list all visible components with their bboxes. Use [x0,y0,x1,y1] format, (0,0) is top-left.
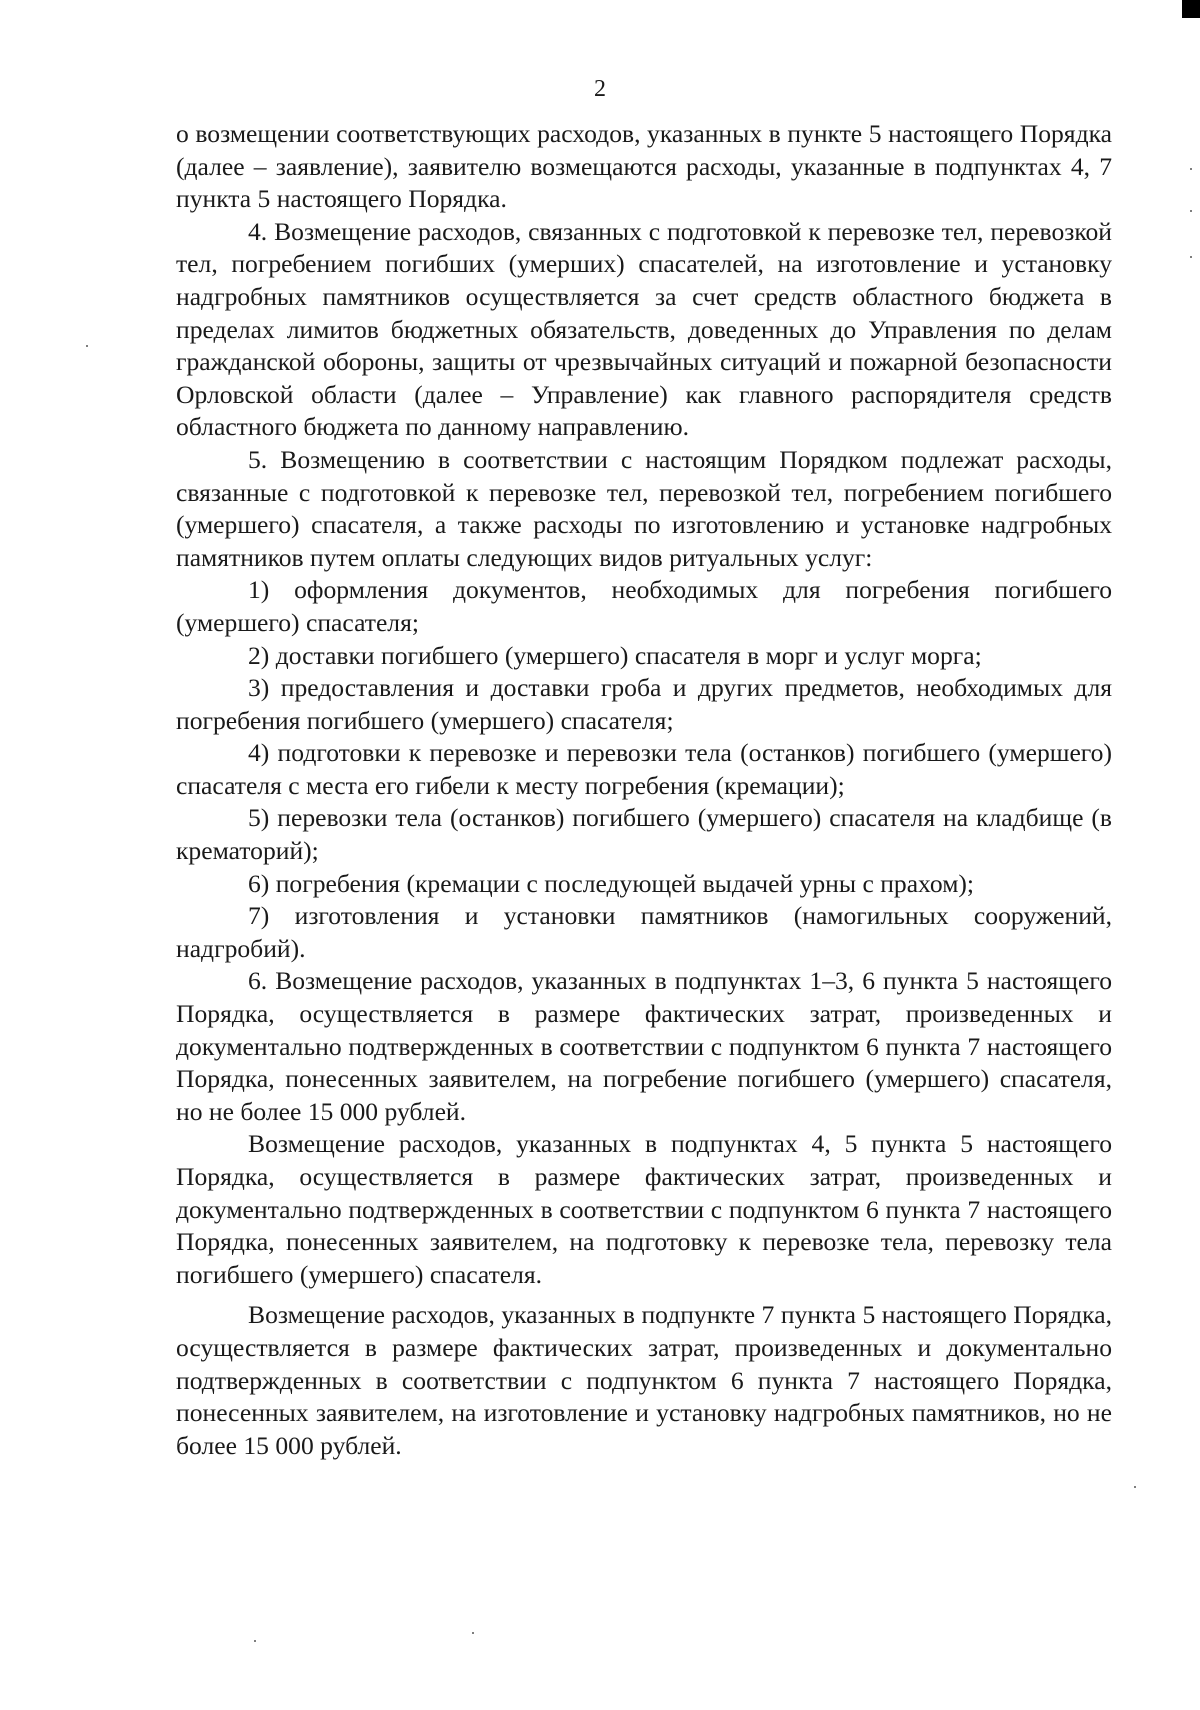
scan-corner-mark [1182,0,1200,18]
scan-speck [254,1640,256,1642]
scan-speck [1190,256,1192,258]
subitem-3: 3) предоставления и доставки гроба и других предметов, необходимых для погребения погибшего (умершего) спасателя; [176,673,1112,735]
subitem-1: 1) оформления документов, необходимых для погребения погибшего (умершего) спасателя; [176,575,1112,637]
subitem-7: 7) изготовления и установки памятников (намогильных сооружений, надгробий). [176,901,1112,963]
scan-speck [1134,1486,1136,1488]
paragraph-item-5: 5. Возмещению в соответствии с настоящим Порядком подлежат расходы, связанные с подготовкой к перевозке тел, перевозкой тел, погребением погибшего (умершего) спасателя, а также расходы по изготовлению и установке надгробных памятников путем оплаты следующих видов ритуальных услуг: [176,444,1112,572]
paragraph-continuation: о возмещении соответствующих расходов, указанных в пункте 5 настоящего Порядка (далее – заявление), заявителю возмещаются расходы, указанные в подпунктах 4, 7 пункта 5 настоящего Порядка. [176,119,1112,214]
subitem-6: 6) погребения (кремации с последующей выдачей урны с прахом); [248,868,975,898]
paragraph-reimbursement-monument: Возмещение расходов, указанных в подпункте 7 пункта 5 настоящего Порядка, осуществляется в размере фактических затрат, произведенных и документально подтвержденных в соответствии с подпунктом 6 пункта 7 настоящего Порядка, понесенных заявителем, на изготовление и установку надгробных памятников, но не более 15 000 рублей. [176,1300,1112,1460]
scan-speck [86,345,88,347]
paragraph-reimbursement-transport: Возмещение расходов, указанных в подпунктах 4, 5 пункта 5 настоящего Порядка, осуществляется в размере фактических затрат, произведенных и документально подтвержденных в соответствии с подпунктом 6 пункта 7 настоящего Порядка, понесенных заявителем, на подготовку к перевозке тела, перевозку тела погибшего (умершего) спасателя. [176,1129,1112,1289]
document-body [176,118,1112,1462]
paragraph-item-4: 4. Возмещение расходов, связанных с подготовкой к перевозке тел, перевозкой тел, погребением погибших (умерших) спасателей, на изготовление и установку надгробных памятников осуществляется за счет средств областного бюджета в пределах лимитов бюджетных обязательств, доведенных до Управления по делам гражданской обороны, защиты от чрезвычайных ситуаций и пожарной безопасности Орловской области (далее – Управление) как главного распорядителя средств областного бюджета по данному направлению. [176,216,1112,442]
subitem-2: 2) доставки погибшего (умершего) спасателя в морг и услуг морга; [248,640,982,670]
scan-speck [1190,168,1192,170]
page-number: 2 [594,76,606,102]
scan-speck [1190,210,1192,212]
scan-speck [472,1632,474,1634]
paragraph-item-6: 6. Возмещение расходов, указанных в подпунктах 1–3, 6 пункта 5 настоящего Порядка, осуществляется в размере фактических затрат, произведенных и документально подтвержденных в соответствии с подпунктом 6 пункта 7 настоящего Порядка, понесенных заявителем, на погребение погибшего (умершего) спасателя, но не более 15 000 рублей. [176,966,1112,1126]
subitem-4: 4) подготовки к перевозке и перевозки тела (останков) погибшего (умершего) спасателя с места его гибели к месту погребения (кремации); [176,738,1112,800]
subitem-5: 5) перевозки тела (останков) погибшего (умершего) спасателя на кладбище (в крематорий); [176,803,1112,866]
